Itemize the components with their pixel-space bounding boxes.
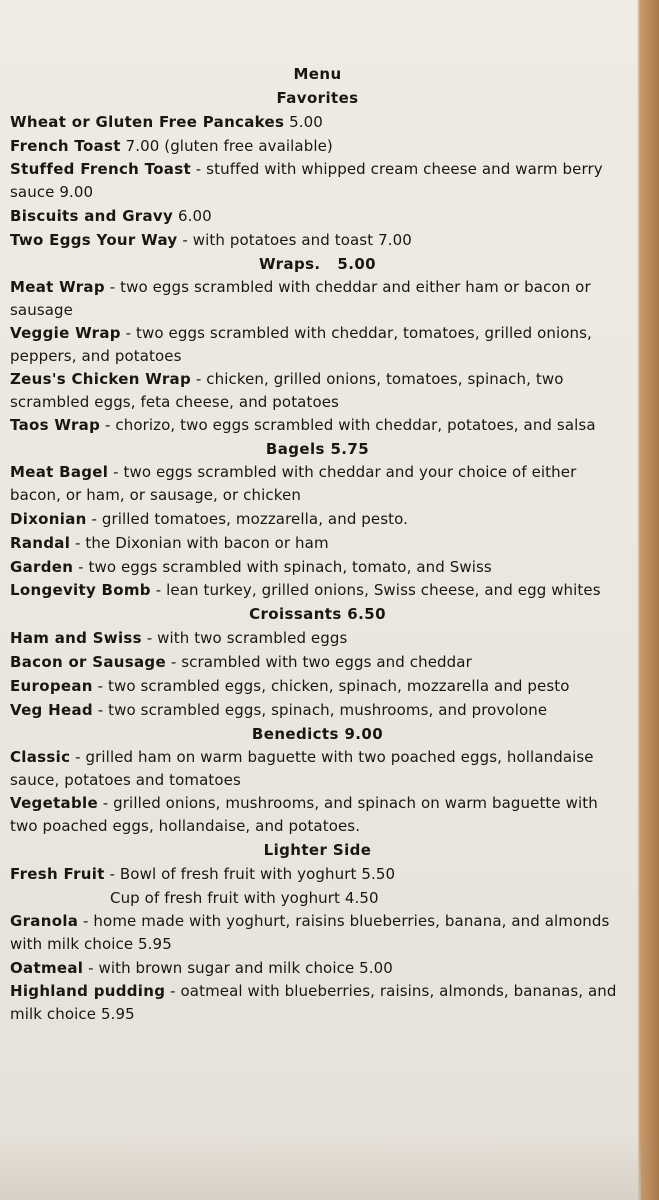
section-title-wraps xyxy=(10,252,625,276)
menu-item xyxy=(10,134,625,158)
section-title-lighter-side: Lighter Side xyxy=(263,841,372,859)
item-desc: - oatmeal with blueberries, raisins, almonds, bananas, and milk choice 5.95 xyxy=(10,982,617,1023)
menu-item xyxy=(10,746,625,792)
menu-item xyxy=(10,414,625,437)
menu-item xyxy=(10,276,625,322)
item-name: European xyxy=(10,677,93,695)
item-name: Veggie Wrap xyxy=(10,324,121,342)
item-name: Granola xyxy=(10,912,79,930)
menu-item xyxy=(10,910,625,956)
section-title-wraps-text: Wraps. 5.00 xyxy=(258,255,377,273)
item-desc: - with brown sugar and milk choice 5.00 xyxy=(83,959,393,977)
item-name: Longevity Bomb xyxy=(10,581,151,599)
item-desc: - Bowl of fresh fruit with yoghurt 5.50 xyxy=(104,865,396,883)
menu-item xyxy=(10,980,625,1026)
item-desc: - grilled tomatoes, mozzarella, and pesto. xyxy=(86,510,409,528)
menu-item xyxy=(10,862,625,886)
menu-item xyxy=(10,674,625,698)
paper-shadow xyxy=(0,1135,641,1200)
item-desc: - grilled ham on warm baguette with two poached eggs, hollandaise sauce, potatoes and tomatoes xyxy=(10,748,594,789)
menu-item xyxy=(10,322,625,368)
item-desc: - with two scrambled eggs xyxy=(141,629,348,647)
menu-item-sub: Cup of fresh fruit with yoghurt 4.50 xyxy=(110,889,379,907)
item-name: Ham and Swiss xyxy=(10,629,142,647)
item-name: Wheat or Gluten Free Pancakes xyxy=(10,113,285,131)
menu-item xyxy=(10,110,625,134)
item-name: Fresh Fruit xyxy=(10,865,105,883)
item-name: Biscuits and Gravy xyxy=(10,207,174,225)
item-desc: - chicken, grilled onions, tomatoes, spinach, two scrambled eggs, feta cheese, and potatoes xyxy=(10,370,564,411)
menu-item xyxy=(10,555,625,579)
item-desc: - two eggs scrambled with cheddar and either ham or bacon or sausage xyxy=(10,278,591,319)
item-desc: - with potatoes and toast 7.00 xyxy=(177,231,412,249)
item-desc: - two scrambled eggs, chicken, spinach, mozzarella and pesto xyxy=(92,677,570,695)
item-name: French Toast xyxy=(10,137,121,155)
menu xyxy=(10,62,625,1026)
menu-item xyxy=(10,158,625,204)
section-title-favorites: Favorites xyxy=(276,89,359,107)
menu-item xyxy=(10,698,625,722)
menu-item xyxy=(10,531,625,555)
section-title-bagels: Bagels 5.75 xyxy=(265,440,370,458)
item-desc: 7.00 (gluten free available) xyxy=(120,137,333,155)
item-name: Two Eggs Your Way xyxy=(10,231,178,249)
menu-item xyxy=(10,650,625,674)
item-name: Meat Bagel xyxy=(10,463,109,481)
item-desc: - the Dixonian with bacon or ham xyxy=(70,534,329,552)
item-desc: - chorizo, two eggs scrambled with cheddar, potatoes, and salsa xyxy=(100,416,596,434)
item-name: Stuffed French Toast xyxy=(10,160,191,178)
item-name: Vegetable xyxy=(10,794,98,812)
item-desc: 6.00 xyxy=(173,207,212,225)
wood-table-edge xyxy=(637,0,659,1200)
item-name: Randal xyxy=(10,534,71,552)
menu-item xyxy=(10,579,625,602)
item-name: Classic xyxy=(10,748,71,766)
item-name: Veg Head xyxy=(10,701,93,719)
menu-item xyxy=(10,626,625,650)
menu-item xyxy=(10,368,625,414)
item-name: Taos Wrap xyxy=(10,416,101,434)
item-desc: - home made with yoghurt, raisins blueberries, banana, and almonds with milk choice 5.95 xyxy=(10,912,610,953)
item-desc: - two eggs scrambled with spinach, tomato, and Swiss xyxy=(73,558,492,576)
item-name: Garden xyxy=(10,558,74,576)
item-desc: - lean turkey, grilled onions, Swiss cheese, and egg whites xyxy=(150,581,601,599)
item-name: Meat Wrap xyxy=(10,278,105,296)
menu-item xyxy=(10,461,625,507)
item-desc: - two eggs scrambled with cheddar, tomatoes, grilled onions, peppers, and potatoes xyxy=(10,324,592,365)
item-name: Dixonian xyxy=(10,510,87,528)
item-desc: - two scrambled eggs, spinach, mushrooms, and provolone xyxy=(92,701,548,719)
item-desc: - scrambled with two eggs and cheddar xyxy=(165,653,472,671)
section-title-benedicts: Benedicts 9.00 xyxy=(251,725,384,743)
item-desc: 5.00 xyxy=(284,113,323,131)
item-name: Zeus's Chicken Wrap xyxy=(10,370,192,388)
menu-title: Menu xyxy=(293,65,342,83)
menu-item xyxy=(10,228,625,252)
section-title-croissants: Croissants 6.50 xyxy=(249,605,386,623)
menu-item xyxy=(10,204,625,228)
item-desc: - two eggs scrambled with cheddar and your choice of either bacon, or ham, or sausage, or chicken xyxy=(10,463,577,504)
item-name: Oatmeal xyxy=(10,959,84,977)
menu-item xyxy=(10,956,625,980)
menu-item xyxy=(10,792,625,838)
item-desc: - stuffed with whipped cream cheese and warm berry sauce 9.00 xyxy=(10,160,603,201)
menu-item xyxy=(10,507,625,531)
item-desc: - grilled onions, mushrooms, and spinach on warm baguette with two poached eggs, hollandaise, and potatoes. xyxy=(10,794,598,835)
item-name: Bacon or Sausage xyxy=(10,653,166,671)
item-name: Highland pudding xyxy=(10,982,166,1000)
